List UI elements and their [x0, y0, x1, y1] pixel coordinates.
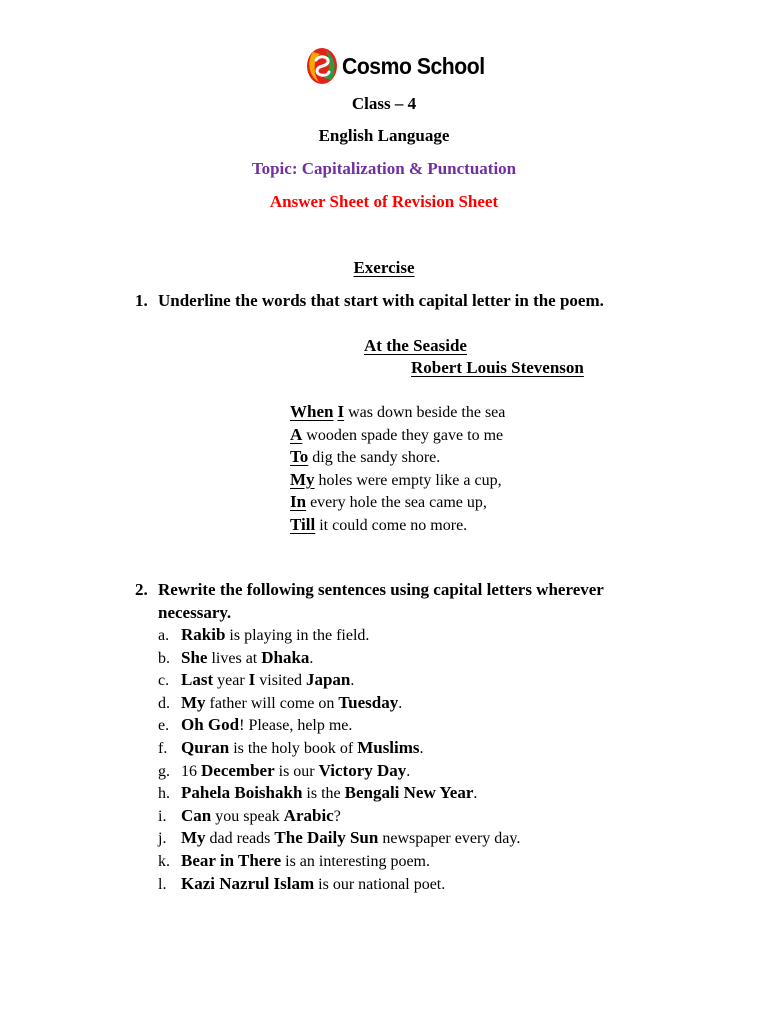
- list-item: [158, 873, 520, 896]
- capitalized-word: A: [290, 424, 303, 444]
- poem-text: holes were empty like a cup,: [314, 471, 502, 489]
- list-item-letter: l.: [158, 875, 167, 893]
- sentence-text: is an interesting poem.: [281, 852, 430, 870]
- list-item-letter: a.: [158, 627, 170, 644]
- list-item-letter: b.: [158, 649, 170, 667]
- capitalized-word: My: [290, 469, 315, 489]
- poem-title: At the Seaside: [364, 336, 467, 355]
- capitalized-word: Bear in There: [181, 850, 282, 870]
- sheet-title: Answer Sheet of Revision Sheet: [269, 192, 499, 211]
- sentence-text: visited: [255, 672, 306, 690]
- capitalized-word: December: [201, 760, 275, 780]
- capitalized-word: Last: [181, 670, 214, 690]
- list-item: [158, 714, 520, 737]
- sentence-text: newspaper every day.: [378, 830, 521, 848]
- capitalized-word: My: [181, 828, 206, 848]
- list-item-letter: h.: [158, 785, 170, 803]
- list-item: [158, 760, 520, 783]
- capitalized-word: I: [248, 670, 256, 690]
- sentence-text: father will come on: [205, 694, 339, 712]
- capitalized-word: Japan: [305, 670, 351, 690]
- poem-line: [290, 514, 505, 537]
- question-1-text: Underline the words that start with capital letter in the poem.: [158, 291, 604, 310]
- list-item-letter: i.: [158, 807, 167, 825]
- sentence-text: lives at: [207, 649, 262, 667]
- capitalized-word: Victory Day: [318, 760, 407, 780]
- list-item: [158, 692, 520, 715]
- cosmo-school-logo-icon: [305, 46, 339, 86]
- sentence-text: .: [419, 739, 424, 757]
- list-item: [158, 624, 520, 647]
- list-item: [158, 805, 520, 828]
- capitalized-word: Till: [290, 514, 316, 534]
- capitalized-word: Dhaka: [261, 647, 310, 667]
- poem-line: [290, 491, 505, 514]
- list-item-letter: g.: [158, 762, 170, 780]
- sentence-text: ! Please, help me.: [239, 717, 353, 735]
- sentence-text: 16: [181, 762, 201, 780]
- capitalized-word: Bengali New Year: [344, 783, 474, 803]
- question-1-number: 1.: [135, 291, 148, 310]
- list-item-letter: k.: [158, 852, 170, 870]
- list-item: [158, 647, 520, 670]
- class-label: Class – 4: [351, 94, 417, 113]
- question-2-text-continued: necessary.: [158, 603, 232, 622]
- list-item: [158, 850, 520, 873]
- subject-title: English Language: [318, 126, 450, 145]
- sentence-text: .: [406, 762, 411, 780]
- capitalized-word: My: [181, 692, 206, 712]
- sentence-text: .: [398, 694, 403, 712]
- capitalized-word: Kazi Nazrul Islam: [181, 873, 315, 893]
- school-name: Cosmo School: [342, 52, 485, 79]
- exercise-heading: Exercise: [353, 258, 415, 277]
- poem-text: was down beside the sea: [344, 404, 506, 421]
- sentence-text: is playing in the field.: [225, 627, 370, 644]
- answer-list: [158, 624, 520, 895]
- list-item-letter: f.: [158, 739, 168, 757]
- list-item-letter: e.: [158, 717, 170, 735]
- poem-text: dig the sandy shore.: [308, 449, 441, 467]
- question-1: [135, 290, 604, 312]
- sentence-text: .: [309, 649, 314, 667]
- capitalized-word: She: [181, 647, 208, 667]
- sentence-text: is our national poet.: [314, 875, 446, 893]
- sentence-text: is our: [274, 762, 319, 780]
- capitalized-word: In: [290, 492, 307, 512]
- capitalized-word: Quran: [181, 737, 230, 757]
- capitalized-word: Muslims: [357, 737, 420, 757]
- school-logo: [305, 46, 497, 86]
- poem-line: [290, 446, 505, 469]
- poem-text: every hole the sea came up,: [306, 494, 487, 512]
- sentence-text: .: [350, 672, 355, 690]
- capitalized-word: Pahela Boishakh: [181, 783, 303, 803]
- capitalized-word: Oh God: [181, 715, 240, 735]
- poem-text: it could come no more.: [315, 516, 468, 534]
- capitalized-word: Rakib: [181, 625, 226, 644]
- topic-title: Topic: Capitalization & Punctuation: [251, 159, 517, 178]
- capitalized-word: Arabic: [283, 805, 334, 825]
- list-item: [158, 737, 520, 760]
- sentence-text: year: [213, 672, 249, 690]
- capitalized-word: Can: [181, 805, 212, 825]
- list-item-letter: d.: [158, 694, 170, 712]
- poem-text: wooden spade they gave to me: [302, 426, 504, 444]
- list-item-letter: j.: [158, 830, 167, 848]
- list-item: [158, 827, 520, 850]
- capitalized-word: Tuesday: [338, 692, 399, 712]
- capitalized-word: To: [290, 447, 309, 467]
- sentence-text: .: [473, 785, 478, 803]
- sentence-text: is the: [302, 785, 345, 803]
- question-2-number: 2.: [135, 580, 148, 599]
- question-2: [135, 579, 604, 601]
- poem-line: [290, 401, 505, 424]
- capitalized-word: When: [290, 402, 334, 421]
- sentence-text: dad reads: [205, 830, 275, 848]
- sentence-text: is the holy book of: [229, 739, 358, 757]
- poem-author: Robert Louis Stevenson: [411, 358, 584, 377]
- capitalized-word: I: [337, 402, 345, 421]
- list-item-letter: c.: [158, 672, 170, 690]
- question-2-text: Rewrite the following sentences using capital letters wherever: [158, 580, 604, 599]
- sentence-text: you speak: [211, 807, 284, 825]
- capitalized-word: The Daily Sun: [274, 828, 379, 848]
- list-item: [158, 669, 520, 692]
- poem-line: [290, 469, 505, 492]
- poem: [290, 401, 505, 537]
- list-item: [158, 782, 520, 805]
- poem-line: [290, 424, 505, 447]
- sentence-text: ?: [333, 807, 341, 825]
